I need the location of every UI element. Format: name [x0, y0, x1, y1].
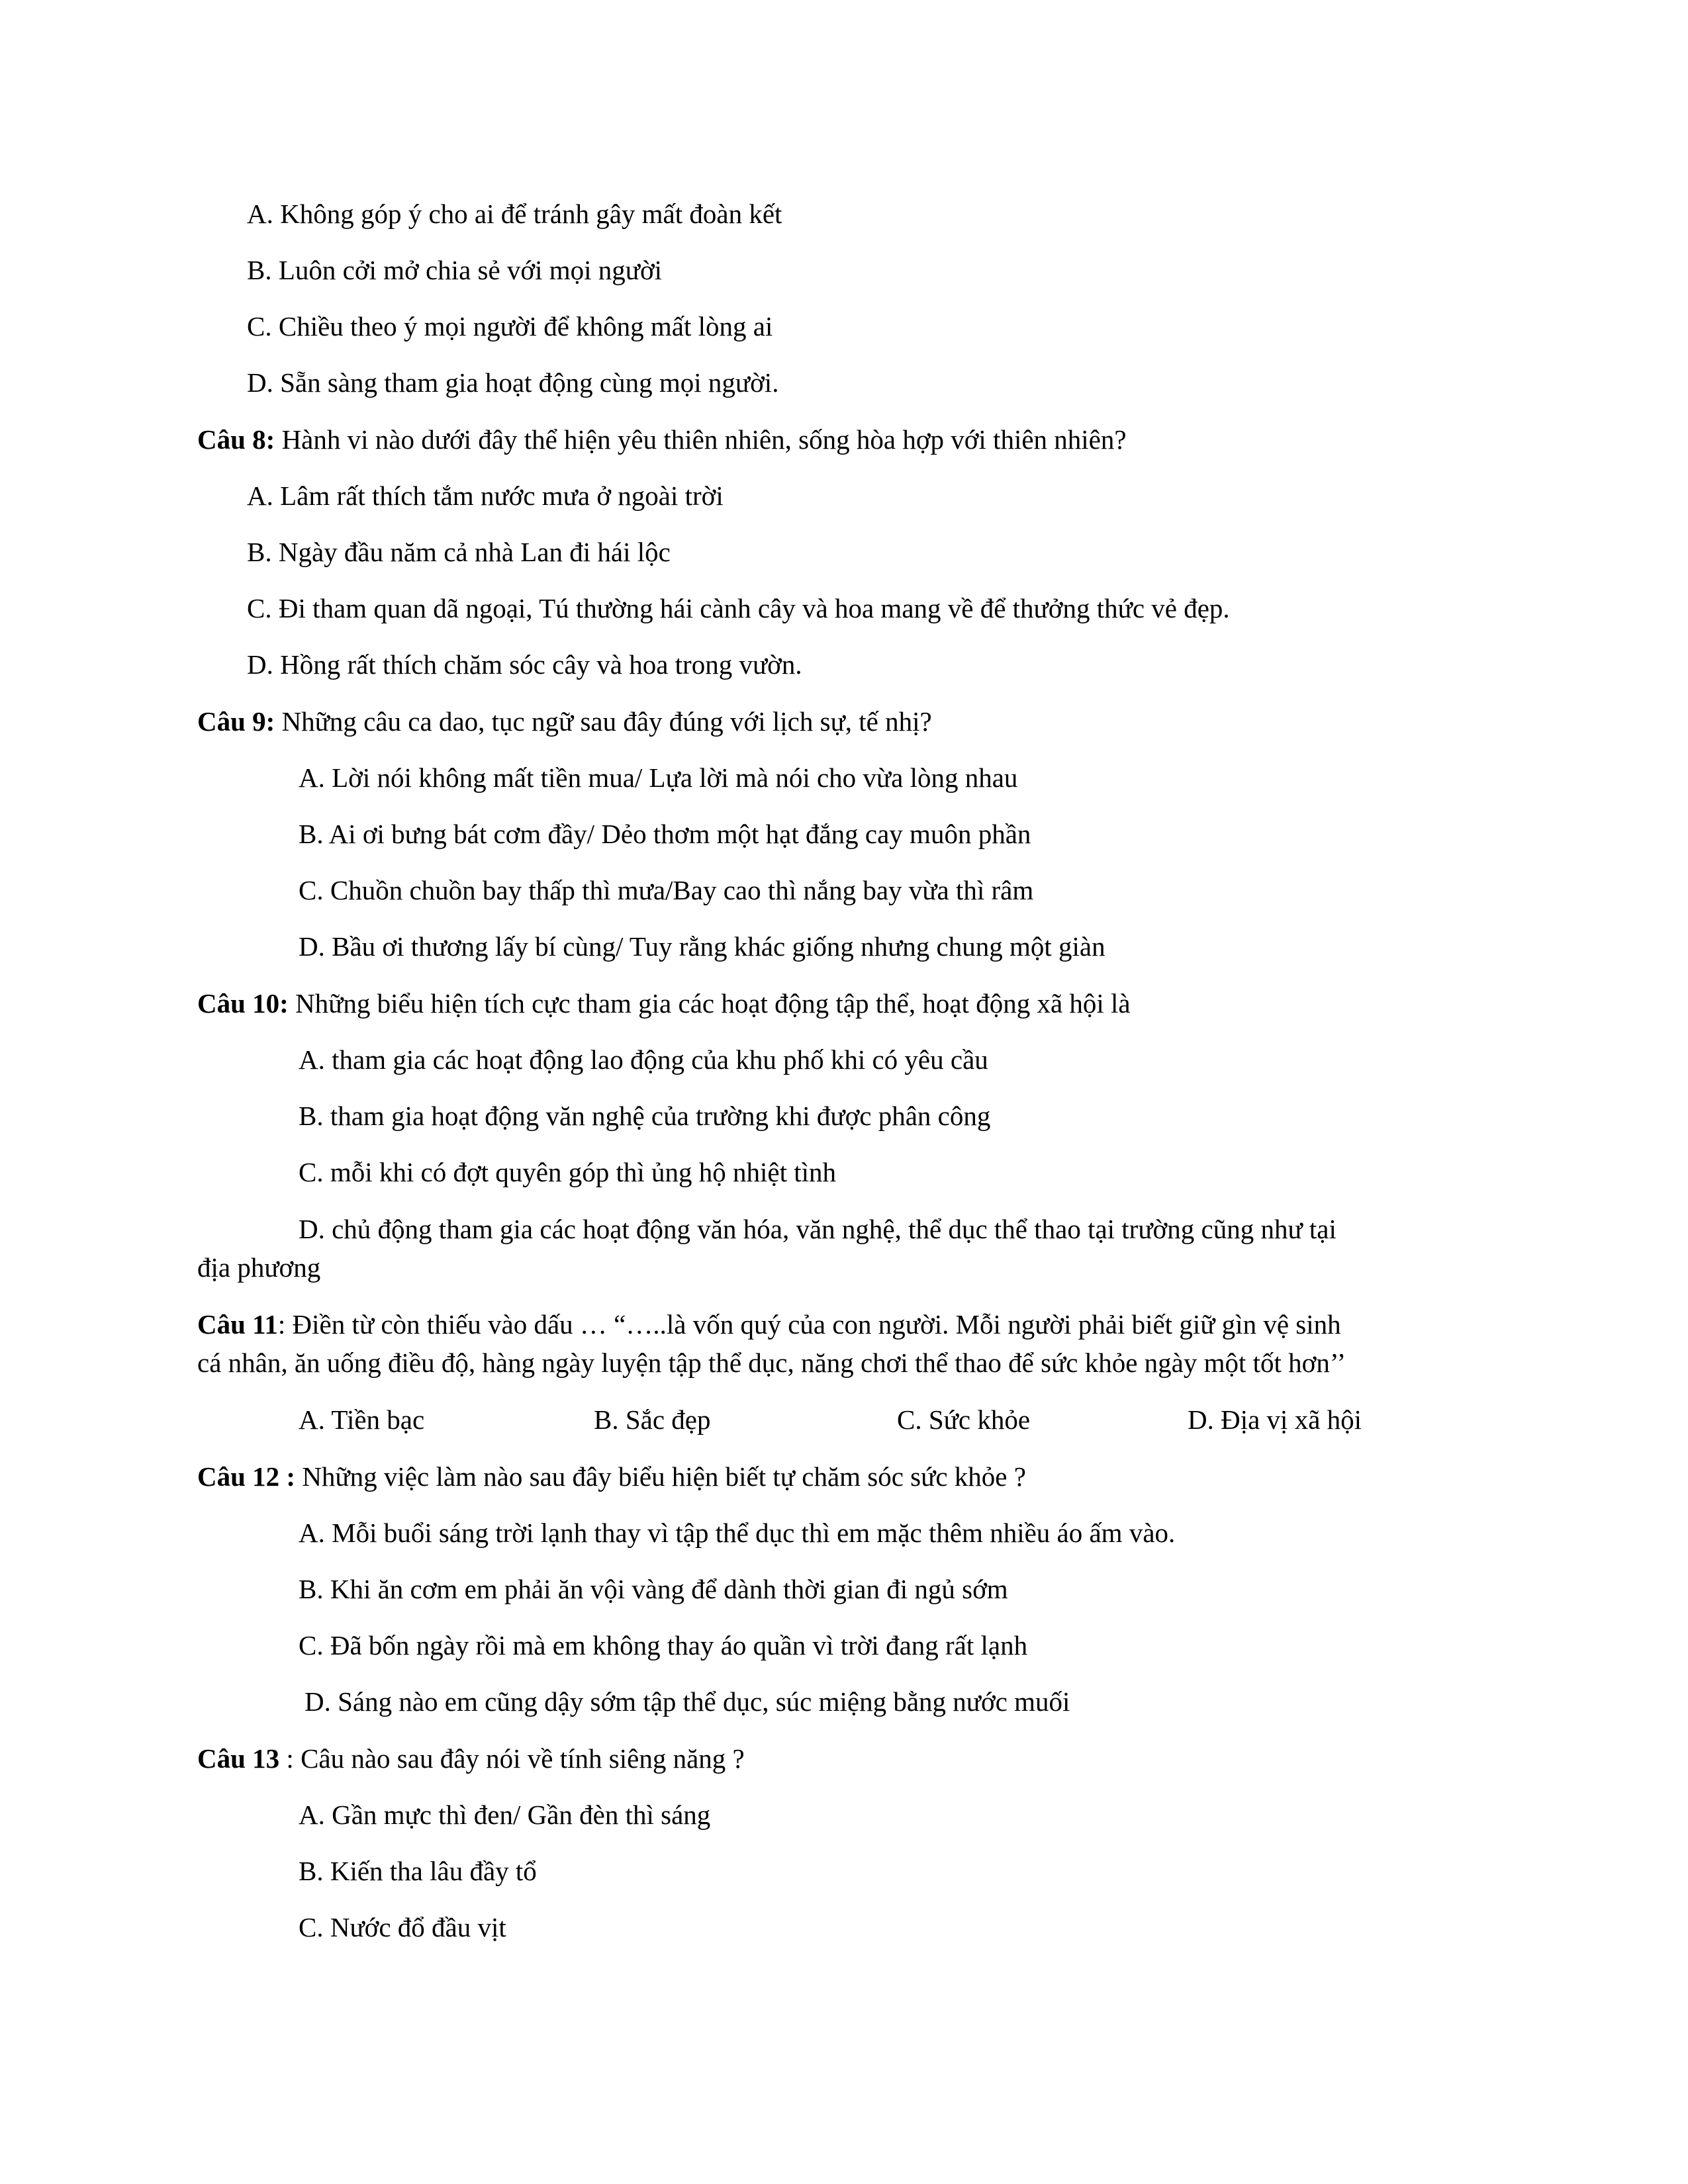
q7-option-a: A. Không góp ý cho ai để tránh gây mất đoàn kết: [247, 199, 782, 229]
q8-option-d: D. Hồng rất thích chăm sóc cây và hoa trong vườn.: [247, 649, 802, 680]
q11-label: Câu 11: [197, 1309, 278, 1340]
q11-text-line1: : Điền từ còn thiếu vào dấu … “…..là vốn quý của con người. Mỗi người phải biết giữ gìn vệ sinh: [277, 1309, 1341, 1340]
q7-option-d: D. Sẵn sàng tham gia hoạt động cùng mọi người.: [247, 367, 779, 398]
q13-label: Câu 13: [197, 1743, 280, 1774]
q11-question: [197, 1308, 1341, 1341]
q7-option-b: B. Luôn cởi mở chia sẻ với mọi người: [247, 255, 663, 285]
q11-option-d: D. Địa vị xã hội: [1188, 1404, 1362, 1435]
q8-option-a: A. Lâm rất thích tắm nước mưa ở ngoài trời: [247, 480, 724, 511]
q13-question: [197, 1742, 745, 1775]
q10-option-d-continuation: địa phương: [197, 1252, 321, 1283]
q10-option-a: A. tham gia các hoạt động lao động của khu phố khi có yêu cầu: [299, 1044, 988, 1075]
q9-text: Những câu ca dao, tục ngữ sau đây đúng với lịch sự, tế nhị?: [275, 706, 932, 737]
q12-label: Câu 12 :: [197, 1461, 296, 1492]
q9-option-c: C. Chuồn chuồn bay thấp thì mưa/Bay cao thì nắng bay vừa thì râm: [299, 875, 1034, 905]
q12-option-b: B. Khi ăn cơm em phải ăn vội vàng để dành thời gian đi ngủ sớm: [299, 1574, 1008, 1604]
q10-question: [197, 987, 1131, 1020]
q10-option-c: C. mỗi khi có đợt quyên góp thì ủng hộ nhiệt tình: [299, 1157, 837, 1187]
q11-text-line2: cá nhân, ăn uống điều độ, hàng ngày luyện tập thể dục, năng chơi thể thao để sức khỏe ngày một tốt hơn’’: [197, 1347, 1346, 1378]
q12-option-d: D. Sáng nào em cũng dậy sớm tập thể dục, súc miệng bằng nước muối: [305, 1686, 1070, 1717]
q8-option-b: B. Ngày đầu năm cả nhà Lan đi hái lộc: [247, 537, 671, 567]
q11-option-a: A. Tiền bạc: [299, 1404, 425, 1435]
q10-option-d: D. chủ động tham gia các hoạt động văn hóa, văn nghệ, thể dục thể thao tại trường cũng như tại: [299, 1214, 1336, 1244]
q9-option-d: D. Bầu ơi thương lấy bí cùng/ Tuy rằng khác giống nhưng chung một giàn: [299, 931, 1105, 962]
q13-option-b: B. Kiến tha lâu đầy tổ: [299, 1856, 537, 1886]
q12-question: [197, 1460, 1026, 1493]
q12-option-c: C. Đã bốn ngày rồi mà em không thay áo quần vì trời đang rất lạnh: [299, 1630, 1028, 1661]
q10-label: Câu 10:: [197, 988, 289, 1019]
q8-label: Câu 8:: [197, 424, 275, 455]
q10-option-b: B. tham gia hoạt động văn nghệ của trường khi được phân công: [299, 1101, 991, 1131]
q13-option-c: C. Nước đổ đầu vịt: [299, 1912, 506, 1942]
q9-option-b: B. Ai ơi bưng bát cơm đầy/ Dẻo thơm một hạt đắng cay muôn phần: [299, 819, 1031, 849]
q9-label: Câu 9:: [197, 706, 275, 737]
q13-option-a: A. Gần mực thì đen/ Gần đèn thì sáng: [299, 1799, 711, 1830]
q12-text: Những việc làm nào sau đây biểu hiện biết tự chăm sóc sức khỏe ?: [295, 1461, 1026, 1492]
q8-text: Hành vi nào dưới đây thể hiện yêu thiên nhiên, sống hòa hợp với thiên nhiên?: [275, 424, 1127, 455]
q8-option-c: C. Đi tham quan dã ngoại, Tú thường hái cành cây và hoa mang về để thưởng thức vẻ đẹp.: [247, 593, 1230, 623]
q7-option-c: C. Chiều theo ý mọi người để không mất lòng ai: [247, 311, 773, 341]
q9-question: [197, 705, 932, 738]
q11-option-b: B. Sắc đẹp: [594, 1404, 711, 1435]
q11-option-c: C. Sức khỏe: [897, 1404, 1031, 1435]
q8-question: [197, 423, 1127, 456]
q12-option-a: A. Mỗi buổi sáng trời lạnh thay vì tập thể dục thì em mặc thêm nhiều áo ấm vào.: [299, 1518, 1176, 1548]
q9-option-a: A. Lời nói không mất tiền mua/ Lựa lời mà nói cho vừa lòng nhau: [299, 762, 1018, 793]
q10-text: Những biểu hiện tích cực tham gia các hoạt động tập thể, hoạt động xã hội là: [288, 988, 1131, 1019]
q13-text: : Câu nào sau đây nói về tính siêng năng ?: [279, 1743, 745, 1774]
